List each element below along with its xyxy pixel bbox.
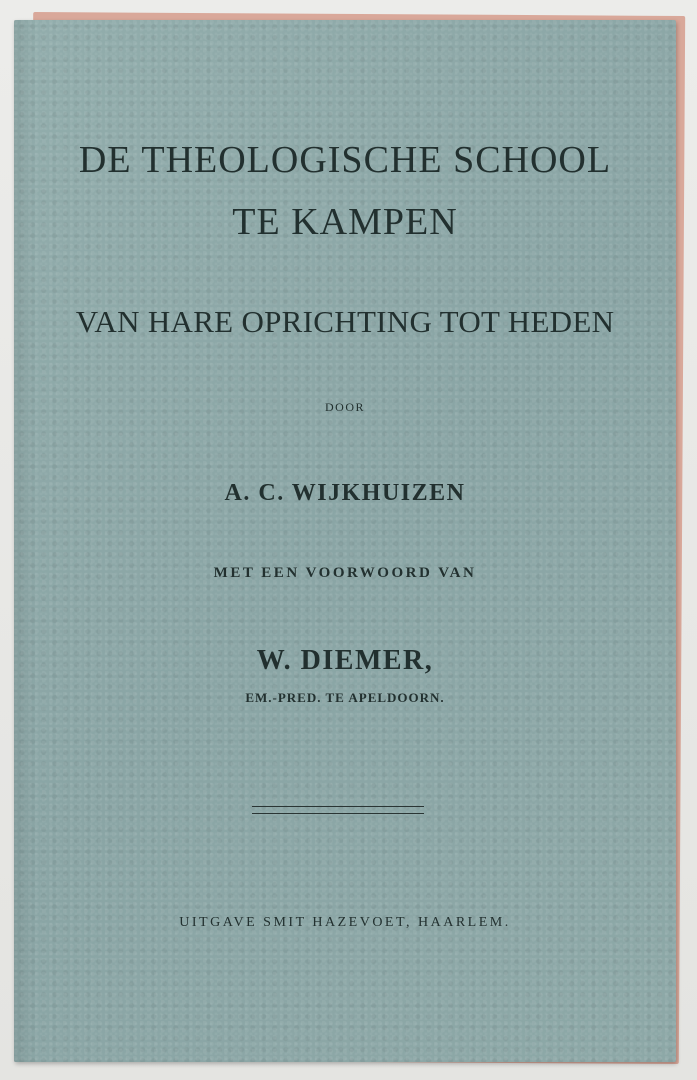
foreword-intro: MET EEN VOORWOORD VAN [213, 565, 477, 581]
publisher-line: UITGAVE SMIT HAZEVOET, HAARLEM. [179, 915, 511, 930]
subtitle: VAN HARE OPRICHTING TOT HEDEN [75, 304, 615, 339]
title-line-2: TE KAMPEN [232, 201, 458, 243]
foreword-author: W. DIEMER, [256, 645, 434, 676]
double-rule-divider [252, 806, 424, 814]
foreword-author-title: EM.-PRED. TE APELDOORN. [245, 690, 445, 705]
book-cover [14, 20, 676, 1062]
by-label: DOOR [324, 400, 365, 414]
author-name: A. C. WIJKHUIZEN [224, 480, 466, 506]
title-line-1: DE THEOLOGISCHE SCHOOL [78, 139, 612, 181]
